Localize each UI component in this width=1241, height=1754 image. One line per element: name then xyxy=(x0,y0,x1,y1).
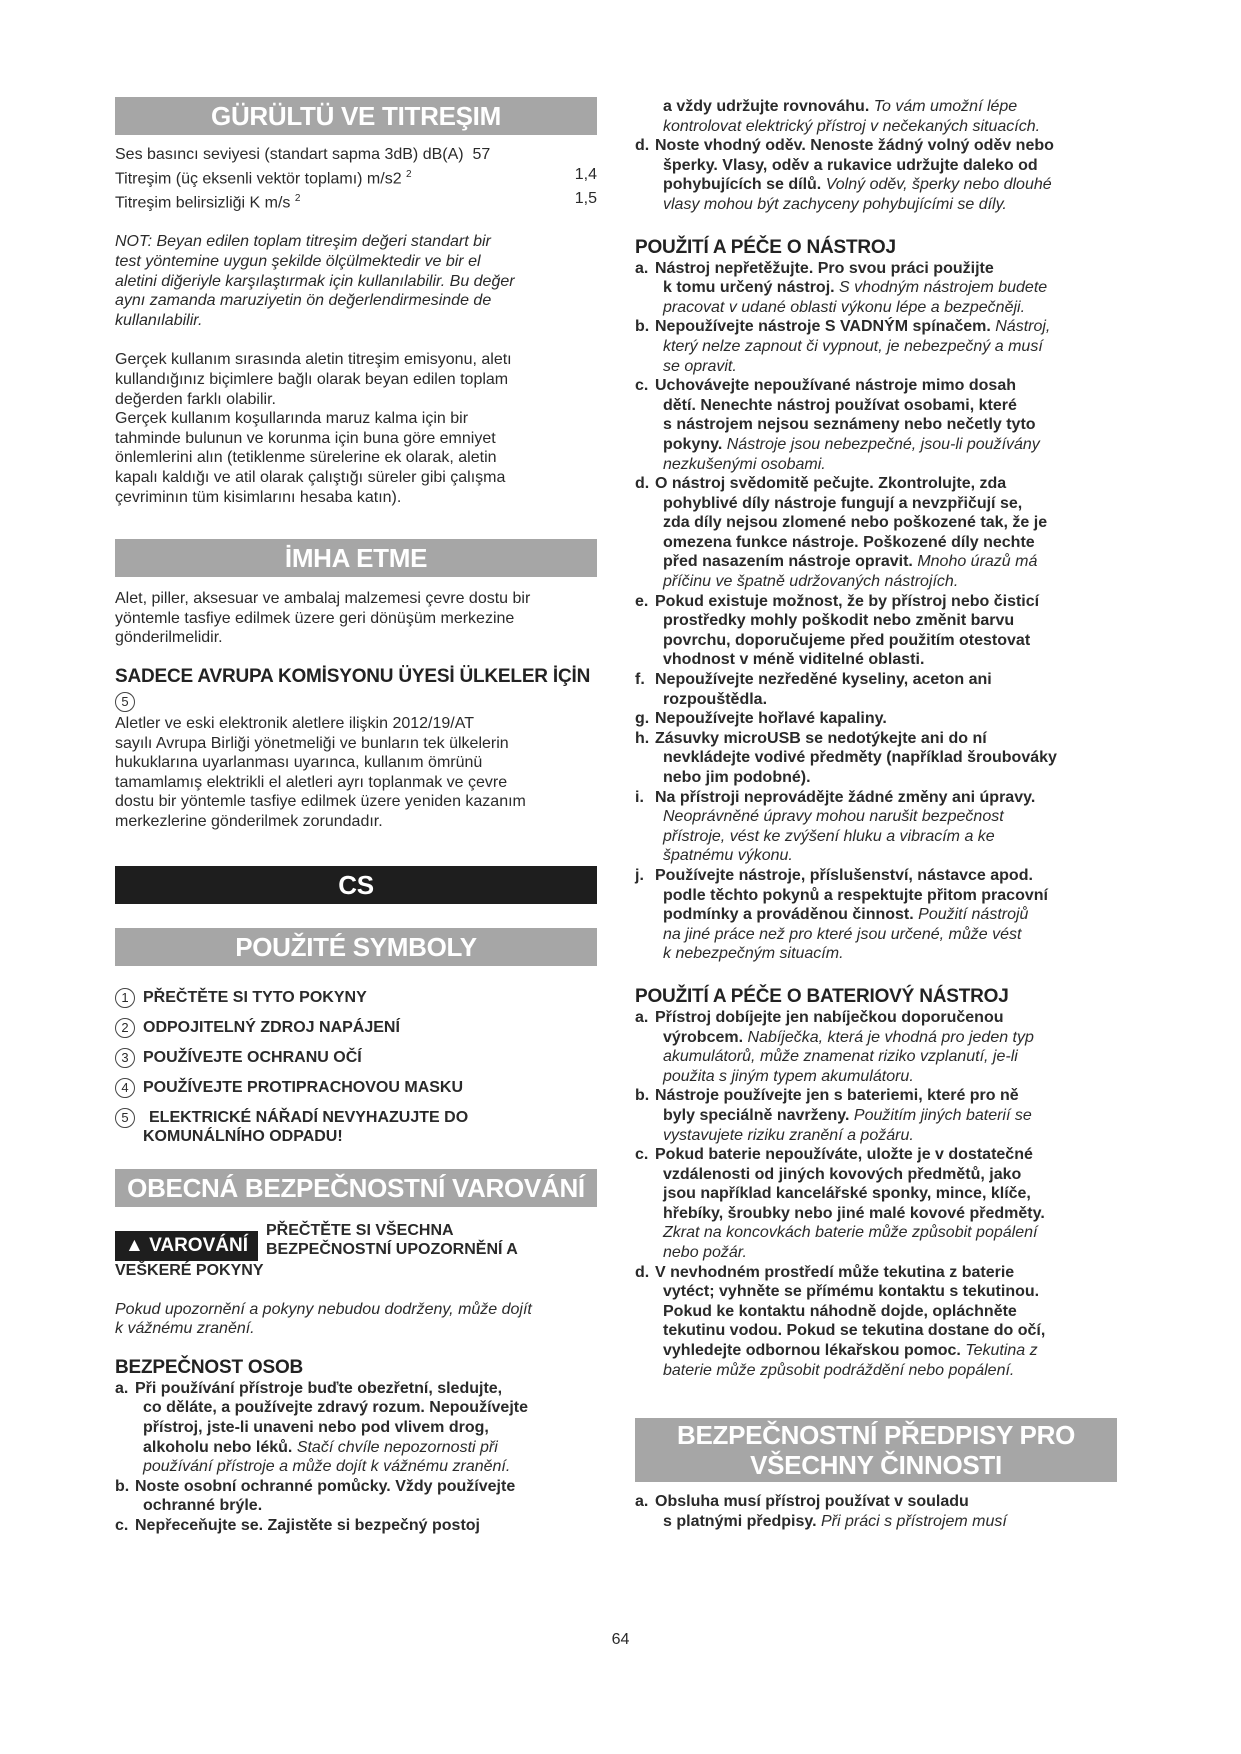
list-item: b. Nepoužívejte nástroje S VADNÝM spínačem. Nástroj, který nelze zapnout či vypnout, je nebezpečný a musí se opravit. xyxy=(635,318,1051,375)
spec-list xyxy=(115,145,597,212)
list-item: h. Zásuvky microUSB se nedotýkejte ani do ní nevkládejte vodivé předměty (například šroubováky nebo jim podobné). xyxy=(635,729,1057,786)
spec-row: Titreşim belirsizliği K m/s $^2$ 1,5 xyxy=(115,189,597,211)
symbol-number-icon: 2 xyxy=(115,1018,135,1038)
warning-badge: ▲ VAROVÁNÍ xyxy=(115,1231,258,1261)
list-item: g. Nepoužívejte hořlavé kapaliny. xyxy=(635,710,887,728)
list-item: c. Nepřeceňujte se. Zajistěte si bezpečný postoj xyxy=(115,1517,480,1535)
list-item: a. Při používání přístroje buďte obezřetní, sledujte, co děláte, a používejte zdravý rozum. Nepoužívejte přístroj, jste-li unaveni nebo pod vlivem drog, alkoholu nebo léků. Stačí chvíle nepozornosti při používání přístroje a může dojít k vážnému zranění. xyxy=(115,1379,528,1476)
list-item: d. O nástroj svědomitě pečujte. Zkontrolujte, zda pohyblivé díly nástroje fungují a nevzpřičují se, zda díly nejsou zlomené nebo poškozené tak, že je omezena funkce nástroje. Poškozené díly nechte před nasazením nástroje opravit. Mnoho úrazů má příčinu ve špatně udržovaných nástrojích. xyxy=(635,475,1048,591)
symbol-item: 1 PŘEČTĚTE SI TYTO POKYNY xyxy=(115,988,597,1008)
symbol-item: 3 POUŽÍVEJTE OCHRANU OČÍ xyxy=(115,1048,597,1068)
page-number: 64 xyxy=(611,1631,630,1648)
section-band-general-warnings: OBECNÁ BEZPEČNOSTNÍ VAROVÁNÍ xyxy=(115,1169,597,1207)
warning-triangle-icon: ▲ xyxy=(125,1234,144,1256)
list-item: i. Na přístroji neprovádějte žádné změny ani úpravy. Neoprávněné úpravy mohou narušit bezpečnost přístroje, vést ke zvýšení hluku a vibracím a ke špatnému výkonu. xyxy=(635,788,1036,865)
section-band-noise: GÜRÜLTÜ VE TITREŞIM xyxy=(115,97,597,135)
list-item: c. Uchovávejte nepoužívané nástroje mimo dosah dětí. Nenechte nástroj používat osobami, které s nástrojem nejsou seznámeny nebo nečetly tyto pokyny. Nástroje jsou nebezpečné, jsou-li používány nezkušenými osobami. xyxy=(635,377,1040,473)
list-item: a. Přístroj dobíjejte jen nabíječkou doporučenou výrobcem. Nabíječka, která je vhodná pro jeden typ akumulátorů, může znamenat riziko vzplanutí, je-li použita s jiným typem akumulátoru. xyxy=(635,1008,1034,1085)
eu-heading: SADECE AVRUPA KOMİSYONU ÜYESİ ÜLKELER İÇİN xyxy=(115,665,591,687)
disposal-paragraph: Alet, piller, aksesuar ve ambalaj malzemesi çevre dostu bir yöntemle tasfiye edilmek üzere geri dönüşüm merkezine gönderilmelidir. xyxy=(115,590,531,647)
continued-item: a vždy udržujte rovnováhu. To vám umožní lépe kontrolovat elektrický přístroj v nečekaných situacích. xyxy=(663,98,1041,135)
section-band-disposal: İMHA ETME xyxy=(115,539,597,577)
section-band-all-activities: BEZPEČNOSTNÍ PŘEDPISY PRO VŠECHNY ČINNOSTI xyxy=(635,1418,1117,1482)
spec-row: Titreşim (üç eksenli vektör toplamı) m/s2 $^2$ 1,4 xyxy=(115,165,597,187)
list-item: j. Používejte nástroje, příslušenství, nástavce apod. podle těchto pokynů a respektujte přitom pracovní podmínky a prováděnou činnost. Použití nástrojů na jiné práce než pro které jsou určené, může vést k nebezpečným situacím. xyxy=(635,866,1048,963)
list-item: a. Obsluha musí přístroj používat v souladu s platnými předpisy. Při práci s přístrojem musí xyxy=(635,1493,1007,1530)
symbol-item: 5 ELEKTRICKÉ NÁŘADÍ NEVYHAZUJTE DO KOMUNÁLNÍHO ODPADU! xyxy=(115,1108,597,1147)
warning-block: ▲ VAROVÁNÍ PŘEČTĚTE SI VŠECHNA BEZPEČNOSTNÍ UPOZORNĚNÍ A VEŠKERÉ POKYNY xyxy=(115,1221,518,1279)
list-item: f. Nepoužívejte nezředěné kyseliny, aceton ani rozpouštědla. xyxy=(635,671,992,708)
symbol-number-icon: 5 xyxy=(115,1108,135,1128)
left-column xyxy=(115,97,597,1536)
eu-symbol xyxy=(115,690,597,712)
symbol-item: 2 ODPOJITELNÝ ZDROJ NAPÁJENÍ xyxy=(115,1018,597,1038)
battery-tool-heading: POUŽITÍ A PÉČE O BATERIOVÝ NÁSTROJ xyxy=(635,985,1009,1007)
list-item: c. Pokud baterie nepoužíváte, uložte je v dostatečné vzdálenosti od jiných kovových předmětů, jako jsou například kancelářské sponky, mince, klíče, hřebíky, šroubky nebo jiné malé kovové předměty. Zkrat na koncovkách baterie může způsobit popálení nebo požár. xyxy=(635,1146,1045,1262)
spec-row: Ses basıncı seviyesi (standart sapma 3dB) dB(A) 57 xyxy=(115,146,491,163)
symbol-item: 4 POUŽÍVEJTE PROTIPRACHOVOU MASKU xyxy=(115,1078,597,1098)
language-band-cs: CS xyxy=(115,866,597,904)
list-item: b. Nástroje používejte jen s bateriemi, které pro ně byly speciálně navrženy. Použitím jiných baterií se vystavujete riziku zranění a požáru. xyxy=(635,1087,1032,1144)
symbol-number-icon: 4 xyxy=(115,1078,135,1098)
section-band-symbols: POUŽITÉ SYMBOLY xyxy=(115,928,597,966)
vibration-paragraph: Gerçek kullanım sırasında aletin titreşim emisyonu, aletı kullandığınız biçimlere bağlı olarak beyan edilen toplam değerden farklı olabilir. Gerçek kullanım koşullarında maruz kalma için bir tahminde bulunun ve korunma için buna göre emniyet önlemlerini alın (tetiklenme sürelerine ek olarak, aletin kapalı kaldığı ve atil olarak çalıştığı süreler gibi çalışma çevriminın tüm kisimlarını hesaba katın). xyxy=(115,351,512,506)
eu-paragraph: Aletler ve eski elektronik aletlere ilişkin 2012/19/AT sayılı Avrupa Birliği yönetmeliği ve bunların tek ülkelerin hukuklarına uyarlanması uyarınca, kullanım ömrünü tamamlamış elektrikli el aletleri ayrı toplanmak ve çevre dostu bir yöntemle tasfiye edilmek üzere yeniden kazanım merkezlerine gönderilmek zorundadır. xyxy=(115,714,526,830)
vibration-note: NOT: Beyan edilen toplam titreşim değeri standart bir test yöntemine uygun şekilde ölçülmektedir ve bir el aletini diğeriyle karşılaştırmak için kullanılabilir. Bu değer aynı zamanda maruziyetin ön değerlendirmesinde de kullanılabilir. xyxy=(115,233,515,329)
list-item: a. Nástroj nepřetěžujte. Pro svou práci použijte k tomu určený nástroj. S vhodným nástrojem budete pracovat v udané oblasti výkonu lépe a bezpečněji. xyxy=(635,259,1048,316)
bin-symbol-icon: 5 xyxy=(115,692,135,712)
warning-note: Pokud upozornění a pokyny nebudou dodrženy, může dojít k vážnému zranění. xyxy=(115,1300,532,1338)
symbol-number-icon: 1 xyxy=(115,988,135,1008)
right-column xyxy=(635,97,1117,1531)
tool-use-heading: POUŽITÍ A PÉČE O NÁSTROJ xyxy=(635,236,896,258)
list-item: e. Pokud existuje možnost, že by přístroj nebo čisticí prostředky mohly poškodit nebo změnit barvu povrchu, doporučujeme před použitím otestovat vhodnost v méně viditelné oblasti. xyxy=(635,592,1040,669)
list-item: d. V nevhodném prostředí může tekutina z baterie vytéct; vyhněte se přímému kontaktu s tekutinou. Pokud ke kontaktu náhodně dojde, opláchněte tekutinu vodou. Pokud se tekutina dostane do očí, vyhledejte odbornou lékařskou pomoc. Tekutina z baterie může způsobit podráždění nebo popálení. xyxy=(635,1263,1046,1379)
symbol-list xyxy=(115,988,597,1147)
personal-safety-heading: BEZPEČNOST OSOB xyxy=(115,1356,304,1378)
symbol-number-icon: 3 xyxy=(115,1048,135,1068)
list-item: d. Noste vhodný oděv. Nenoste žádný volný oděv nebo šperky. Vlasy, oděv a rukavice udržujte daleko od pohybujících se dílů. Volný oděv, šperky nebo dlouhé vlasy mohou být zachyceny pohybujícími se díly. xyxy=(635,137,1054,213)
list-item: b. Noste osobní ochranné pomůcky. Vždy používejte ochranné brýle. xyxy=(115,1477,516,1515)
